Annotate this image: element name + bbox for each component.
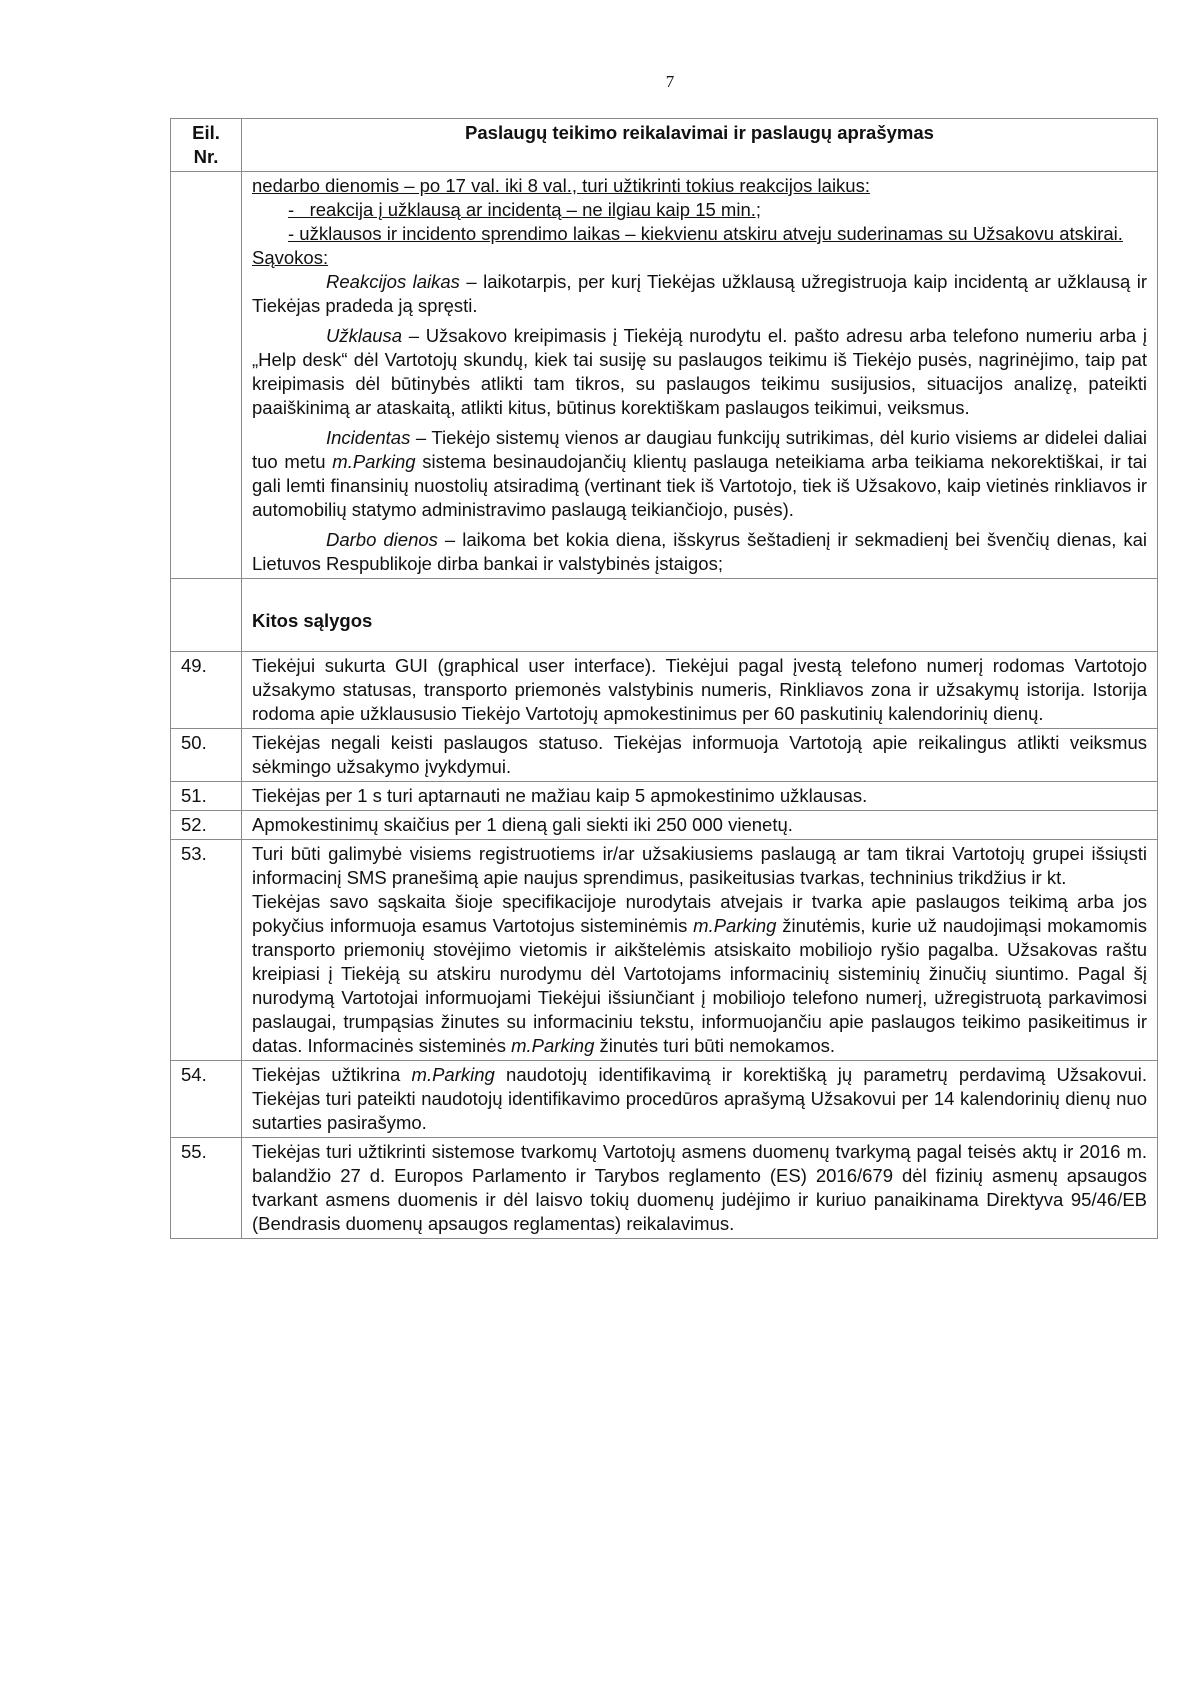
continuation-line: nedarbo dienomis – po 17 val. iki 8 val., turi užtikrinti tokius reakcijos laikus: xyxy=(252,175,870,196)
row-number-cell xyxy=(171,579,242,652)
table-row xyxy=(171,811,1158,840)
row-text: Turi būti galimybė visiems registruotiems ir/ar užsakiusiems paslaugą ar tam tikrai Vartotojų grupei išsiųsti informacinį SMS pranešimą apie naujus sprendimus, pasikeitusias tvarkas, techninius trikdžius ir kt. xyxy=(252,843,1147,888)
row-number: 52. xyxy=(171,811,242,840)
row-text-cell xyxy=(242,840,1158,1061)
row-text: Tiekėjas savo sąskaita šioje specifikacijoje nurodytais atvejais ir tvarka apie paslaugos teikimą arba jos pokyčius informuoja esamus Vartotojus sisteminėmis m.Parking žinutėmis, kurie už naudojimąsi mokamomis transporto priemonių stovėjimo vietomis ir aikštelėmis atsiskaito mobiliojo ryšio pagalba. Užsakovas raštu kreipiasi į Tiekėją su atskiru nurodymu dėl Vartotojams informacinių sisteminių žinučių siuntimo. Pagal šį nurodymą Vartotojai informuojami Tiekėjui išsiunčiant į mobiliojo telefono numerį, užregistruotą parkavimosi paslaugai, trumpąsias žinutes su informaciniu tekstu, informuojančiu apie paslaugos teikimo pasikeitimus ir datas. Informacinės sisteminės m.Parking žinutės turi būti nemokamos. xyxy=(252,891,1147,1056)
requirements-table xyxy=(170,118,1158,1239)
table-row xyxy=(171,782,1158,811)
definition-paragraph: Incidentas – Tiekėjo sistemų vienos ar daugiau funkcijų sutrikimas, dėl kurio visiems ar didelei daliai tuo metu m.Parking sistema besinaudojančių klientų paslauga neteikiama arba teikiama nekorektiškai, ir tai gali lemti finansinių nuostolių atsiradimą (vertinant tiek iš Vartotojo, tiek iš Užsakovo, kaip vietinės rinkliavos ir automobilių statymo administravimo paslaugą teikiančiojo, pusės). xyxy=(252,427,1147,520)
header-row-number: Eil. Nr. xyxy=(171,119,242,172)
row-text-cell xyxy=(242,652,1158,729)
table-header-row xyxy=(171,119,1158,172)
row-number-cell xyxy=(171,172,242,579)
row-text-cell xyxy=(242,172,1158,579)
row-number: 53. xyxy=(171,840,242,1061)
row-text-cell xyxy=(242,782,1158,811)
row-text: Tiekėjas užtikrina m.Parking naudotojų identifikavimą ir korektišką jų parametrų perdavimą Užsakovui. Tiekėjas turi pateikti naudotojų identifikavimo procedūros aprašymą Užsakovui per 14 kalendorinių dienų nuo sutarties pasirašymo. xyxy=(252,1064,1147,1133)
bullet-item: - užklausos ir incidento sprendimo laikas – kiekvienu atskiru atveju suderinamas su Užsakovu atskirai. xyxy=(288,223,1123,244)
table-row xyxy=(171,172,1158,579)
row-text: Tiekėjui sukurta GUI (graphical user interface). Tiekėjui pagal įvestą telefono numerį rodomas Vartotojo užsakymo statusas, transporto priemonės valstybinis numeris, Rinkliavos zona ir užsakymų istorija. Istorija rodoma apie užklaususio Tiekėjo Vartotojų apmokestinimus per 60 paskutinių kalendorinių dienų. xyxy=(252,655,1147,724)
table-row xyxy=(171,1061,1158,1138)
row-text: Tiekėjas per 1 s turi aptarnauti ne mažiau kaip 5 apmokestinimo užklausas. xyxy=(252,785,868,806)
page-number: 7 xyxy=(665,72,675,91)
table-row xyxy=(171,729,1158,782)
row-text: Tiekėjas negali keisti paslaugos statuso. Tiekėjas informuoja Vartotoją apie reikalingus atlikti veiksmus sėkmingo užsakymo įvykdymui. xyxy=(252,732,1147,777)
row-text-cell xyxy=(242,811,1158,840)
header-description: Paslaugų teikimo reikalavimai ir paslaugų aprašymas xyxy=(242,119,1158,172)
bullet-item: - reakcija į užklausą ar incidentą – ne ilgiau kaip 15 min.; xyxy=(288,199,762,220)
row-text: Tiekėjas turi užtikrinti sistemose tvarkomų Vartotojų asmens duomenų tvarkymą pagal teisės aktų ir 2016 m. balandžio 27 d. Europos Parlamento ir Tarybos reglamento (ES) 2016/679 dėl fizinių asmenų apsaugos tvarkant asmens duomenis ir dėl laisvo tokių duomenų judėjimo ir kuriuo panaikinama Direktyva 95/46/EB (Bendrasis duomenų apsaugos reglamentas) reikalavimus. xyxy=(252,1141,1147,1234)
definition-paragraph: Užklausa – Užsakovo kreipimasis į Tiekėją nurodytu el. pašto adresu arba telefono numeriu arba į „Help desk“ dėl Vartotojų skundų, kiek tai susiję su paslaugos teikimu iš Tiekėjo pusės, nagrinėjimo, taip pat kreipimasis dėl būtinybės atlikti tam tikros, su paslaugos teikimu susijusios, situacijos analizę, pateikti paaiškinimą ar ataskaitą, atlikti kitus, būtinus korektiškam paslaugos teikimui, veiksmus. xyxy=(252,325,1147,418)
table-row xyxy=(171,652,1158,729)
section-title: Kitos sąlygos xyxy=(242,579,1158,652)
row-number: 51. xyxy=(171,782,242,811)
row-number: 50. xyxy=(171,729,242,782)
table-row xyxy=(171,840,1158,1061)
row-number: 55. xyxy=(171,1138,242,1239)
concepts-heading: Sąvokos: xyxy=(252,247,329,268)
row-number: 49. xyxy=(171,652,242,729)
section-row xyxy=(171,579,1158,652)
row-text: Apmokestinimų skaičius per 1 dieną gali siekti iki 250 000 vienetų. xyxy=(252,814,793,835)
row-number: 54. xyxy=(171,1061,242,1138)
table-row xyxy=(171,1138,1158,1239)
row-text-cell xyxy=(242,1061,1158,1138)
row-text-cell xyxy=(242,1138,1158,1239)
row-text-cell xyxy=(242,729,1158,782)
definition-paragraph: Reakcijos laikas – laikotarpis, per kurį Tiekėjas užklausą užregistruoja kaip incidentą ar užklausą ir Tiekėjas pradeda ją spręsti. xyxy=(252,271,1147,316)
definition-paragraph: Darbo dienos – laikoma bet kokia diena, išskyrus šeštadienį ir sekmadienį bei švenčių dienas, kai Lietuvos Respublikoje dirba bankai ir valstybinės įstaigos; xyxy=(252,529,1148,574)
